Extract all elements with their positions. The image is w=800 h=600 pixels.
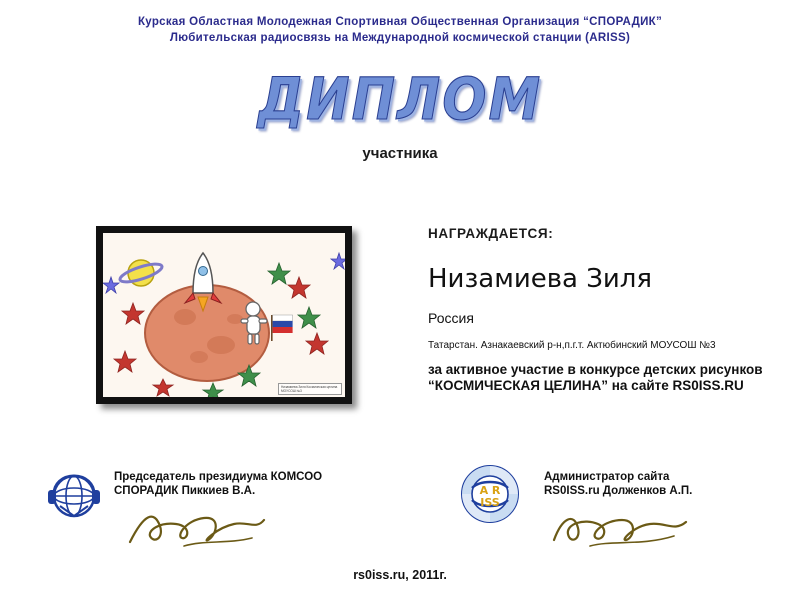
award-label: НАГРАЖДАЕТСЯ: (428, 226, 554, 241)
komsoo-globe-headphones-icon (42, 462, 106, 526)
chairman-title-line1: Председатель президиума КОМСОО (114, 471, 323, 483)
organization-header (0, 14, 800, 46)
artwork-frame (96, 226, 352, 404)
signature-block-admin (440, 460, 780, 570)
svg-text:ISS: ISS (480, 496, 500, 509)
award-reason: за активное участие в конкурсе детских рисунков “КОСМИЧЕСКАЯ ЦЕЛИНА” на сайте RS0ISS.RU (428, 362, 763, 393)
svg-text:A R: A R (479, 484, 501, 497)
artwork-image (103, 233, 345, 397)
recipient-country: Россия (428, 310, 474, 326)
document-subtitle: участника (362, 145, 438, 162)
artwork-caption: Низамиева Зиля Космическая целина МОУСОШ №3 (278, 383, 342, 395)
admin-title (544, 470, 780, 498)
signature-block-chairman (28, 460, 388, 570)
header-line-1: Курская Областная Молодежная Спортивная Общественная Организация “СПОРАДИК” (137, 16, 663, 28)
admin-title-line1: Администратор сайта (544, 471, 670, 483)
chairman-signature-scribble (124, 500, 274, 552)
ariss-logo-icon (458, 462, 522, 526)
recipient-name: Низамиева Зиля (428, 264, 653, 294)
child-drawing-svg (103, 233, 345, 397)
chairman-title-line2: СПОРАДИК Пиккиев В.А. (114, 485, 256, 497)
admin-signature-scribble (550, 500, 700, 552)
footer-text: rs0iss.ru, 2011г. (353, 568, 447, 582)
document-title-wrap (0, 66, 800, 134)
page-title: ДИПЛОМ (257, 66, 543, 134)
header-line-2: Любительская радиосвязь на Международной космической станции (ARISS) (169, 32, 631, 44)
admin-title-line2: RS0ISS.ru Долженков А.П. (544, 485, 693, 497)
recipient-school: Татарстан. Азнакаевский р-н,п.г.т. Актюбинский МОУСОШ №3 (428, 340, 716, 351)
chairman-title (114, 470, 384, 498)
